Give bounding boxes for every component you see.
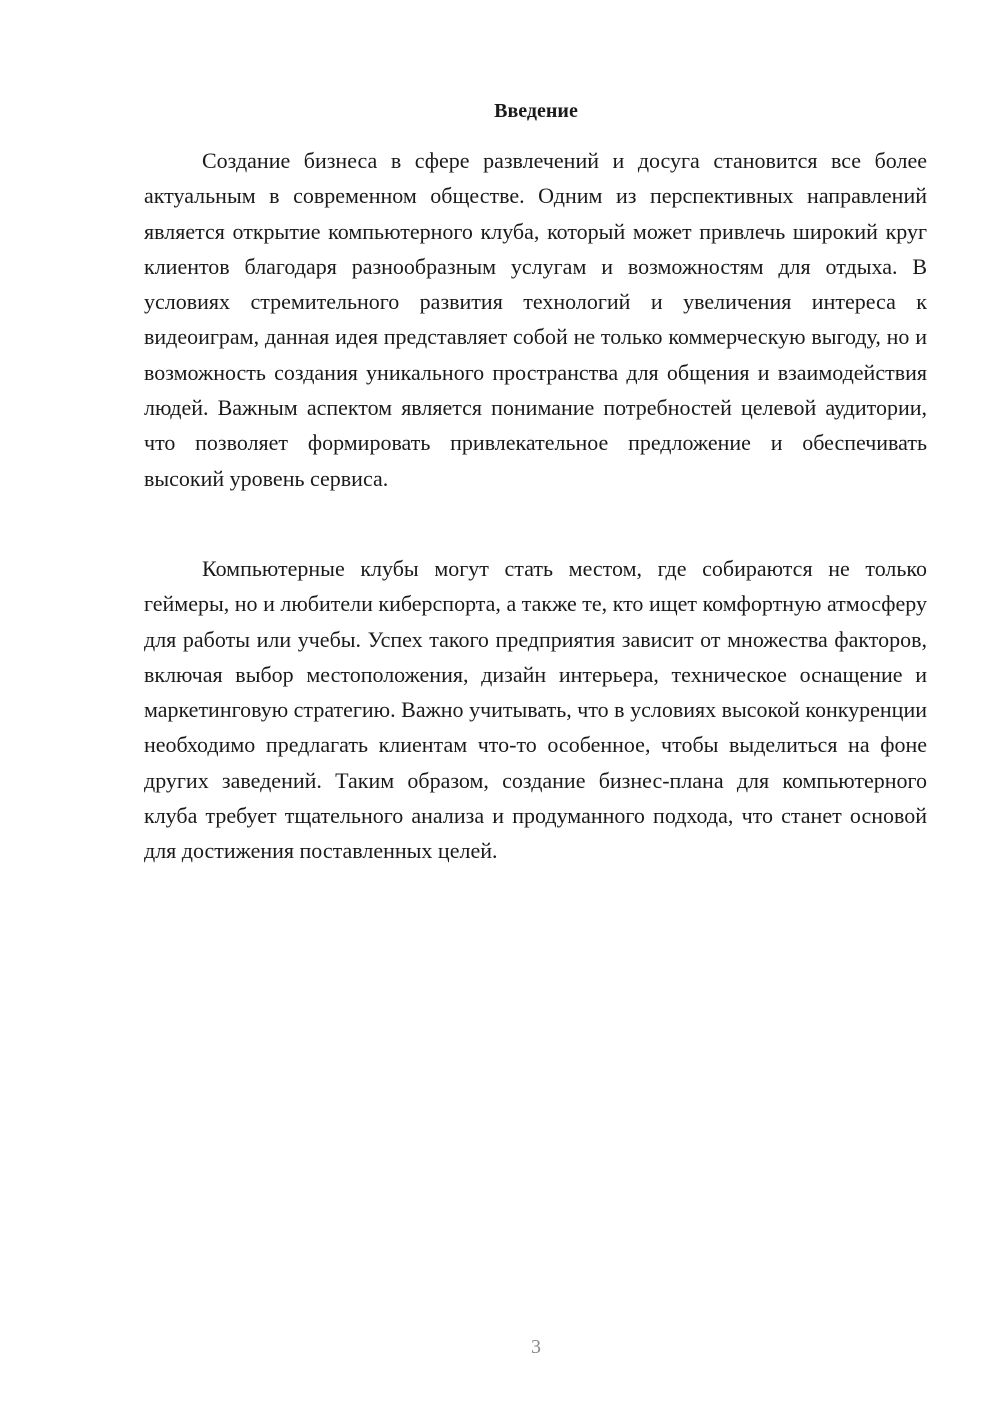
section-heading: Введение bbox=[494, 100, 578, 122]
paragraph-2: Компьютерные клубы могут стать местом, где собираются не только геймеры, но и любители киберспорта, а также те, кто ищет комфортную атмосферу для работы или учебы. Успех такого предприятия зависит от множества факторов, включая выбор местоположения, дизайн интерьера, техническое оснащение и маркетинговую стратегию. Важно учитывать, что в условиях высокой конкуренции необходимо предлагать клиентам что-то особенное, чтобы выделиться на фоне других заведений. Таким образом, создание бизнес-плана для компьютерного клуба требует тщательного анализа и продуманного подхода, что станет основой для достижения поставленных целей. bbox=[144, 556, 927, 864]
page-number: 3 bbox=[531, 1336, 541, 1358]
paragraph-1: Создание бизнеса в сфере развлечений и досуга становится все более актуальным в современном обществе. Одним из перспективных направлений является открытие компьютерного клуба, который может привлечь широкий круг клиентов благодаря разнообразным услугам и возможностям для отдыха. В условиях стремительного развития технологий и увеличения интереса к видеоиграм, данная идея представляет собой не только коммерческую выгоду, но и возможность создания уникального пространства для общения и взаимодействия людей. Важным аспектом является понимание потребностей целевой аудитории, что позволяет формировать привлекательное предложение и обеспечивать высокий уровень сервиса. bbox=[144, 148, 927, 491]
